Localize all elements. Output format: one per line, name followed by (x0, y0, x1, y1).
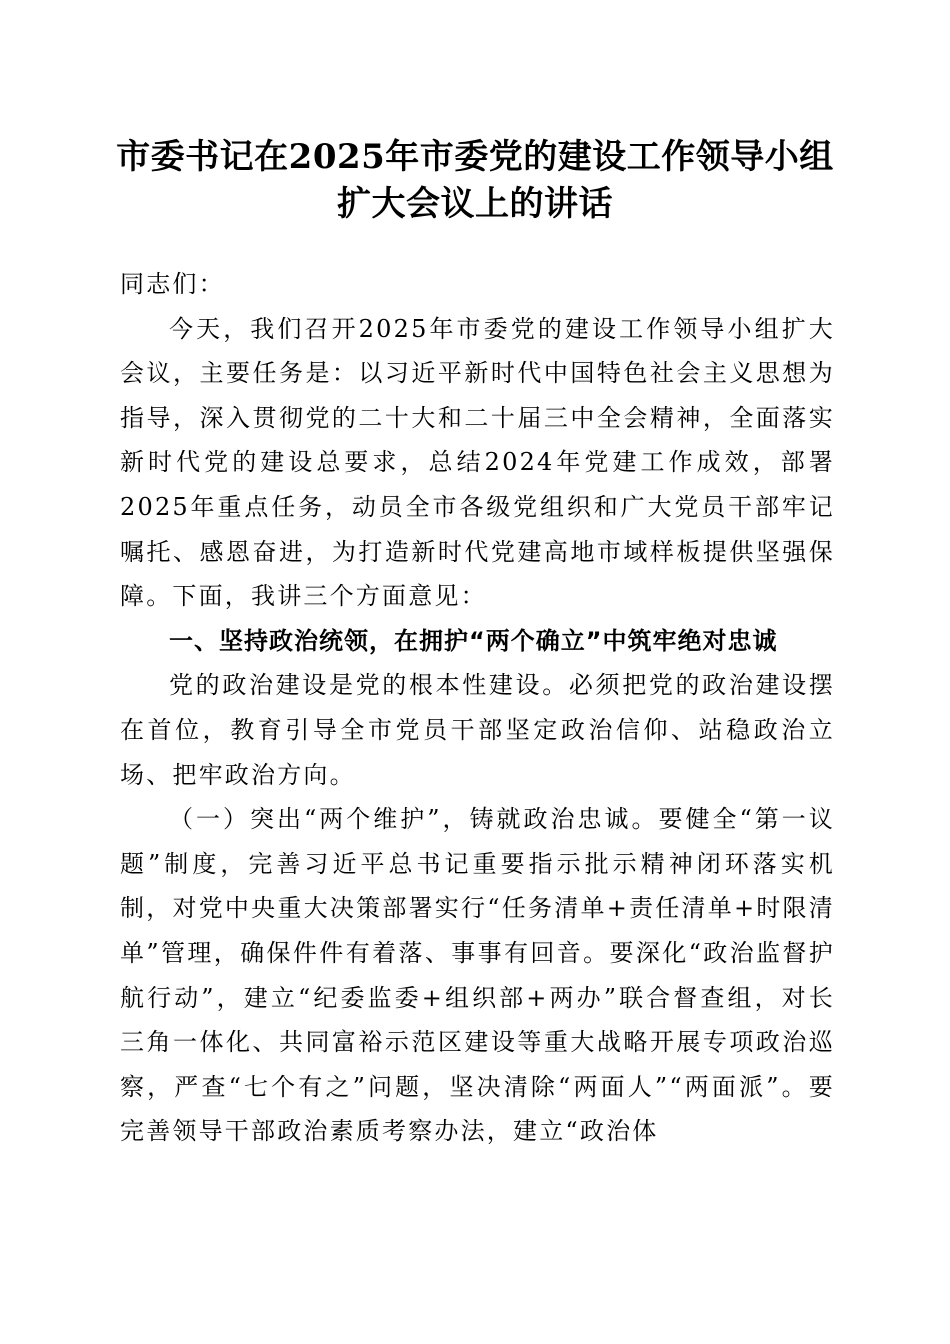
document-title: 市委书记在2025年市委党的建设工作领导小组扩大会议上的讲话 (116, 137, 834, 224)
document-body (120, 262, 835, 1154)
section-heading-1: 一、坚持政治统领，在拥护“两个确立”中筑牢绝对忠诚 (169, 626, 778, 655)
salutation: 同志们： (120, 270, 225, 298)
paragraph-section-1-intro: 党的政治建设是党的根本性建设。必须把党的政治建设摆在首位，教育引导全市党员干部坚定政治信仰、站稳政治立场、把牢政治方向。 (120, 671, 835, 789)
paragraph-intro: 今天，我们召开2025年市委党的建设工作领导小组扩大会议，主要任务是：以习近平新时代中国特色社会主义思想为指导，深入贯彻党的二十大和二十届三中全会精神，全面落实新时代党的建设总要求，总结2024年党建工作成效，部署2025年重点任务，动员全市各级党组织和广大党员干部牢记嘱托、感恩奋进，为打造新时代党建高地市域样板提供坚强保障。下面，我讲三个方面意见： (120, 314, 835, 611)
paragraph-subsection-1: （一）突出“两个维护”，铸就政治忠诚。要健全“第一议题”制度，完善习近平总书记重要指示批示精神闭环落实机制，对党中央重大决策部署实行“任务清单+责任清单+时限清单”管理，确保件件有着落、事事有回音。要深化“政治监督护航行动”，建立“纪委监委+组织部+两办”联合督查组，对长三角一体化、共同富裕示范区建设等重大战略开展专项政治巡察，严查“七个有之”问题，坚决清除“两面人”“两面派”。要完善领导干部政治素质考察办法，建立“政治体 (120, 805, 835, 1146)
